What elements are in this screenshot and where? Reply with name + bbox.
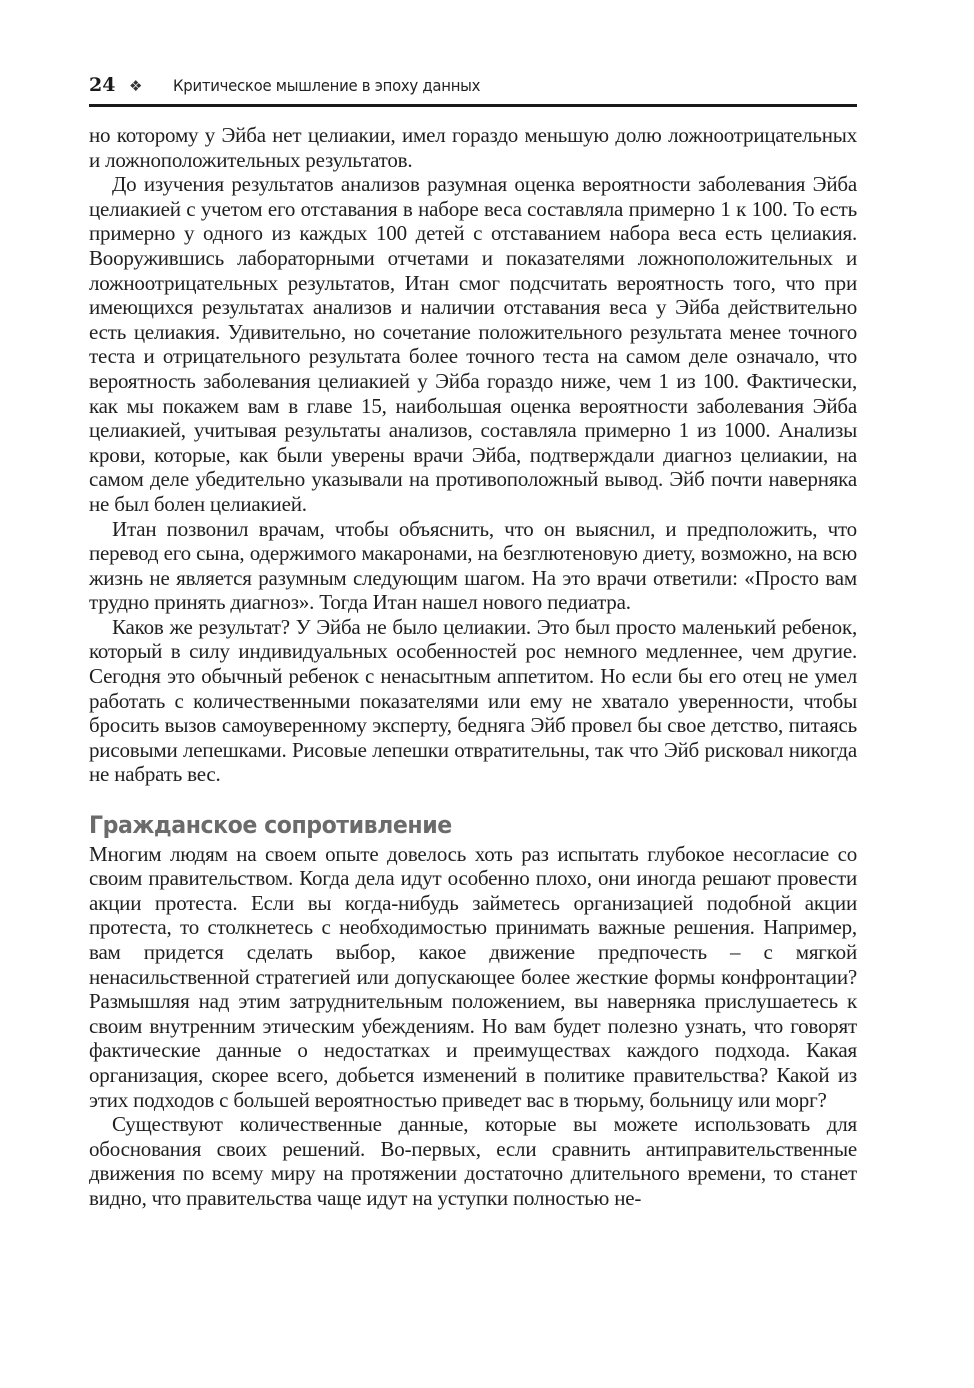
page-number: 24 — [89, 74, 116, 96]
paragraph: Многим людям на своем опыте довелось хоть раз испытать глубокое несогласие со своим правительством. Когда дела идут особенно плохо, они иногда решают провести акции протеста. Если вы когда-нибудь займетесь организацией подобной акции протеста, то столкнетесь с необходимостью принимать важные решения. Например, вам придется сделать выбор, какое движение предпочесть – с мягкой ненасильственной стратегией или допускающее более жесткие формы конфронтации? Размышляя над этим затруднительным положением, вы наверняка прислушаетесь к своим внутренним этическим убеждениям. Но вам будет полезно узнать, что говорят фактические данные о недостатках и преимуществах каждого подхода. Какая организация, скорее всего, добьется изменений в политике правительства? Какой из этих подходов с большей вероятностью приведет вас в тюрьму, больницу или морг? — [89, 841, 857, 1112]
ornament-icon: ❖ — [129, 77, 143, 95]
paragraph: Существуют количественные данные, которые вы можете использовать для обоснования своих решений. Во-первых, если сравнить антиправительственные движения по всему миру на протяжении достаточно длительного времени, то станет видно, что правительства чаще идут на уступки полностью не- — [89, 1112, 857, 1210]
running-header — [89, 74, 857, 107]
paragraph: До изучения результатов анализов разумная оценка вероятности заболевания Эйба целиакией с учетом его отставания в наборе веса составляла примерно 1 к 100. То есть примерно у одного из каждых 100 детей с отставанием набора веса есть целиакия. Вооружившись лабораторными отчетами и показателями ложноположительных и ложноотрицательных результатов, Итан смог подсчитать вероятность того, что при имеющихся результатах анализов и наличии отставания веса у Эйба действительно есть целиакия. Удивительно, но сочетание положительного результата менее точного теста и отрицательного результата более точного теста на самом деле означало, что вероятность заболевания целиакией у Эйба гораздо ниже, чем 1 из 100. Фактически, как мы покажем вам в главе 15, наибольшая оценка вероятности заболевания Эйба целиакией, учитывая результаты анализов, составляла примерно 1 из 1000. Анализы крови, которые, как были уверены врачи Эйба, подтверждали диагноз целиакии, на самом деле убедительно указывали на противоположный вывод. Эйб почти наверняка не был болен целиакией. — [89, 172, 857, 516]
book-page — [89, 74, 857, 1211]
paragraph-continued: но которому у Эйба нет целиакии, имел гораздо меньшую долю ложноотрицательных и ложноположительных результатов. — [89, 123, 857, 172]
paragraph: Итан позвонил врачам, чтобы объяснить, что он выяснил, и предположить, что перевод его сына, одержимого макаронами, на безглютеновую диету, возможно, на всю жизнь не является разумным следующим шагом. На это врачи ответили: «Просто вам трудно принять диагноз». Тогда Итан нашел нового педиатра. — [89, 516, 857, 615]
section-heading: Гражданское сопротивление — [89, 811, 452, 840]
paragraph: Каков же результат? У Эйба не было целиакии. Это был просто маленький ребенок, который в силу индивидуальных особенностей рос немного медленнее, чем другие. Сегодня это обычный ребенок с ненасытным аппетитом. Но если бы его отец не умел работать с количественными показателями или ему не хватало уверенности, чтобы бросить вызов самоуверенному эксперту, бедняга Эйб провел бы свое детство, питаясь рисовыми лепешками. Рисовые лепешки отвратительны, так что Эйб рисковал никогда не набрать вес. — [89, 614, 857, 787]
page-body — [89, 123, 857, 1211]
running-title: Критическое мышление в эпоху данных — [173, 76, 481, 95]
